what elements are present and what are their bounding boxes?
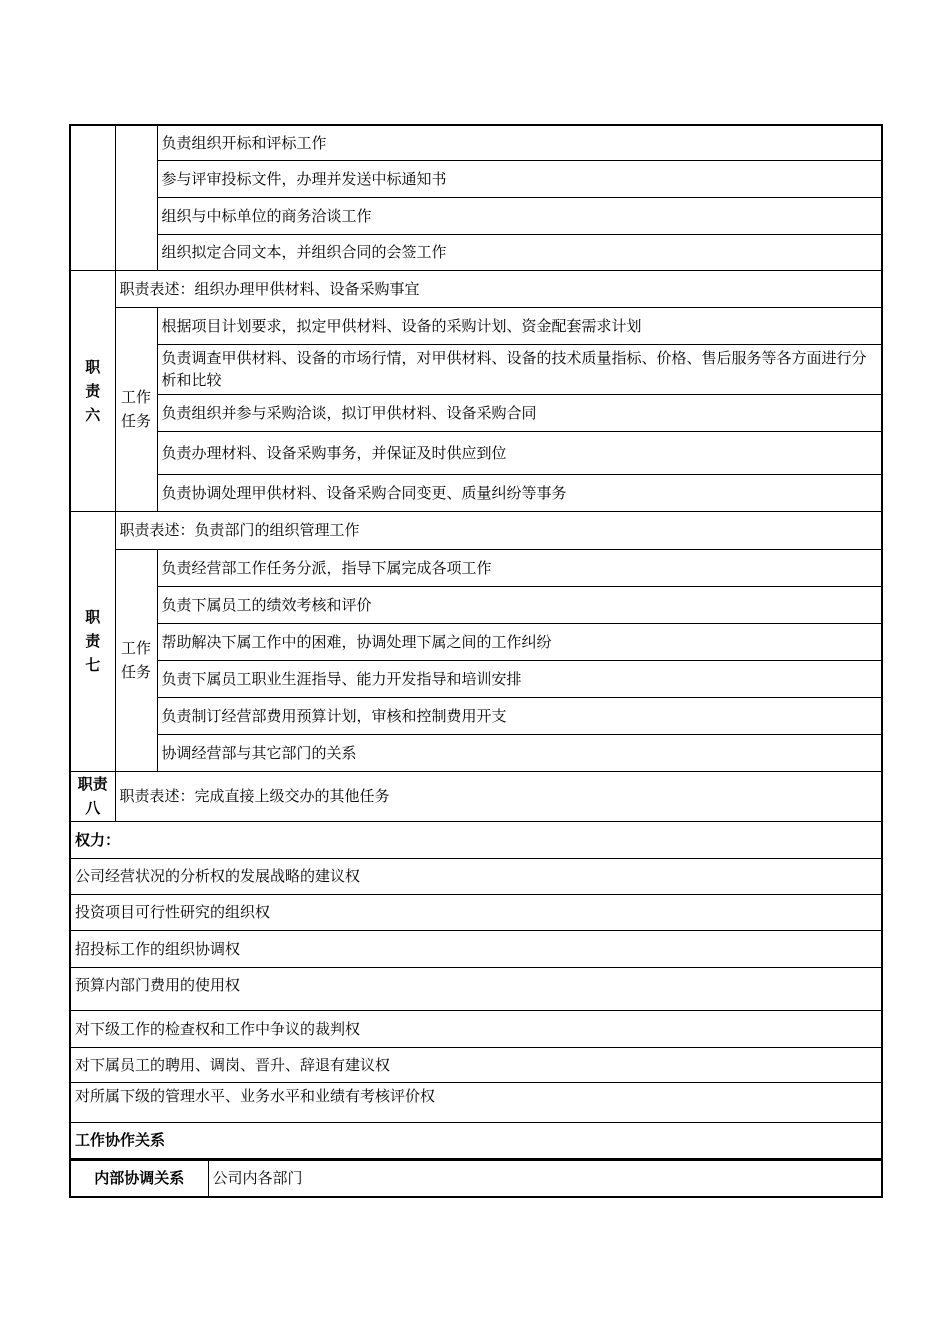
- authority-item: 招投标工作的组织协调权: [70, 930, 882, 967]
- authority-item: 预算内部门费用的使用权: [70, 967, 882, 1010]
- relations-table: [69, 1160, 883, 1198]
- duty6-label: [70, 270, 115, 511]
- duty7-task-label-text: 工作任务: [120, 639, 151, 681]
- duty6-task: 负责调查甲供材料、设备的市场行情，对甲供材料、设备的技术质量指标、价格、售后服务等各方面进行分析和比较: [157, 344, 882, 394]
- duty5-task: 组织与中标单位的商务洽谈工作: [157, 197, 882, 234]
- duty6-task-label-text: 工作任务: [120, 388, 151, 430]
- duty7-label: [70, 511, 115, 771]
- duty8-label: [70, 771, 115, 821]
- duties-table: [69, 124, 883, 1160]
- duty6-description: 职责表述：组织办理甲供材料、设备采购事宜: [115, 270, 882, 307]
- duty6-task: 负责办理材料、设备采购事务，并保证及时供应到位: [157, 431, 882, 474]
- duty7-task: 协调经营部与其它部门的关系: [157, 734, 882, 771]
- duty6-task-label: [115, 307, 157, 511]
- duty5-task: 参与评审投标文件，办理并发送中标通知书: [157, 160, 882, 197]
- authority-title: 权力：: [70, 821, 882, 858]
- duty5-label-cell: [70, 125, 115, 270]
- authority-item: 投资项目可行性研究的组织权: [70, 894, 882, 930]
- duty8-description: 职责表述：完成直接上级交办的其他任务: [115, 771, 882, 821]
- relations-title: 工作协作关系: [70, 1122, 882, 1159]
- internal-relations-label: 内部协调关系: [70, 1161, 208, 1197]
- duty6-task: 根据项目计划要求，拟定甲供材料、设备的采购计划、资金配套需求计划: [157, 307, 882, 344]
- authority-item: 对下级工作的检查权和工作中争议的裁判权: [70, 1010, 882, 1047]
- duty5-task: 负责组织开标和评标工作: [157, 125, 882, 160]
- duty7-label-text: 职责七: [85, 608, 101, 674]
- duty8-label-text: 职责八: [77, 775, 108, 817]
- duty7-task: 负责制订经营部费用预算计划，审核和控制费用开支: [157, 697, 882, 734]
- duty7-task: 负责下属员工的绩效考核和评价: [157, 586, 882, 623]
- duty7-description: 职责表述：负责部门的组织管理工作: [115, 511, 882, 549]
- authority-item: 对所属下级的管理水平、业务水平和业绩有考核评价权: [70, 1082, 882, 1122]
- duty5-task: 组织拟定合同文本，并组织合同的会签工作: [157, 234, 882, 270]
- duty6-task: 负责组织并参与采购洽谈，拟订甲供材料、设备采购合同: [157, 394, 882, 431]
- duty5-task-label-cell: [115, 125, 157, 270]
- duty7-task-label: [115, 549, 157, 771]
- duty7-task: 负责经营部工作任务分派，指导下属完成各项工作: [157, 549, 882, 586]
- duty7-task: 帮助解决下属工作中的困难，协调处理下属之间的工作纠纷: [157, 623, 882, 660]
- job-description-document: [69, 124, 881, 1198]
- authority-item: 公司经营状况的分析权的发展战略的建议权: [70, 858, 882, 894]
- duty6-label-text: 职责六: [85, 357, 101, 424]
- duty7-task: 负责下属员工职业生涯指导、能力开发指导和培训安排: [157, 660, 882, 697]
- authority-item: 对下属员工的聘用、调岗、晋升、辞退有建议权: [70, 1047, 882, 1082]
- duty6-task: 负责协调处理甲供材料、设备采购合同变更、质量纠纷等事务: [157, 474, 882, 511]
- internal-relations-value: 公司内各部门: [208, 1161, 882, 1197]
